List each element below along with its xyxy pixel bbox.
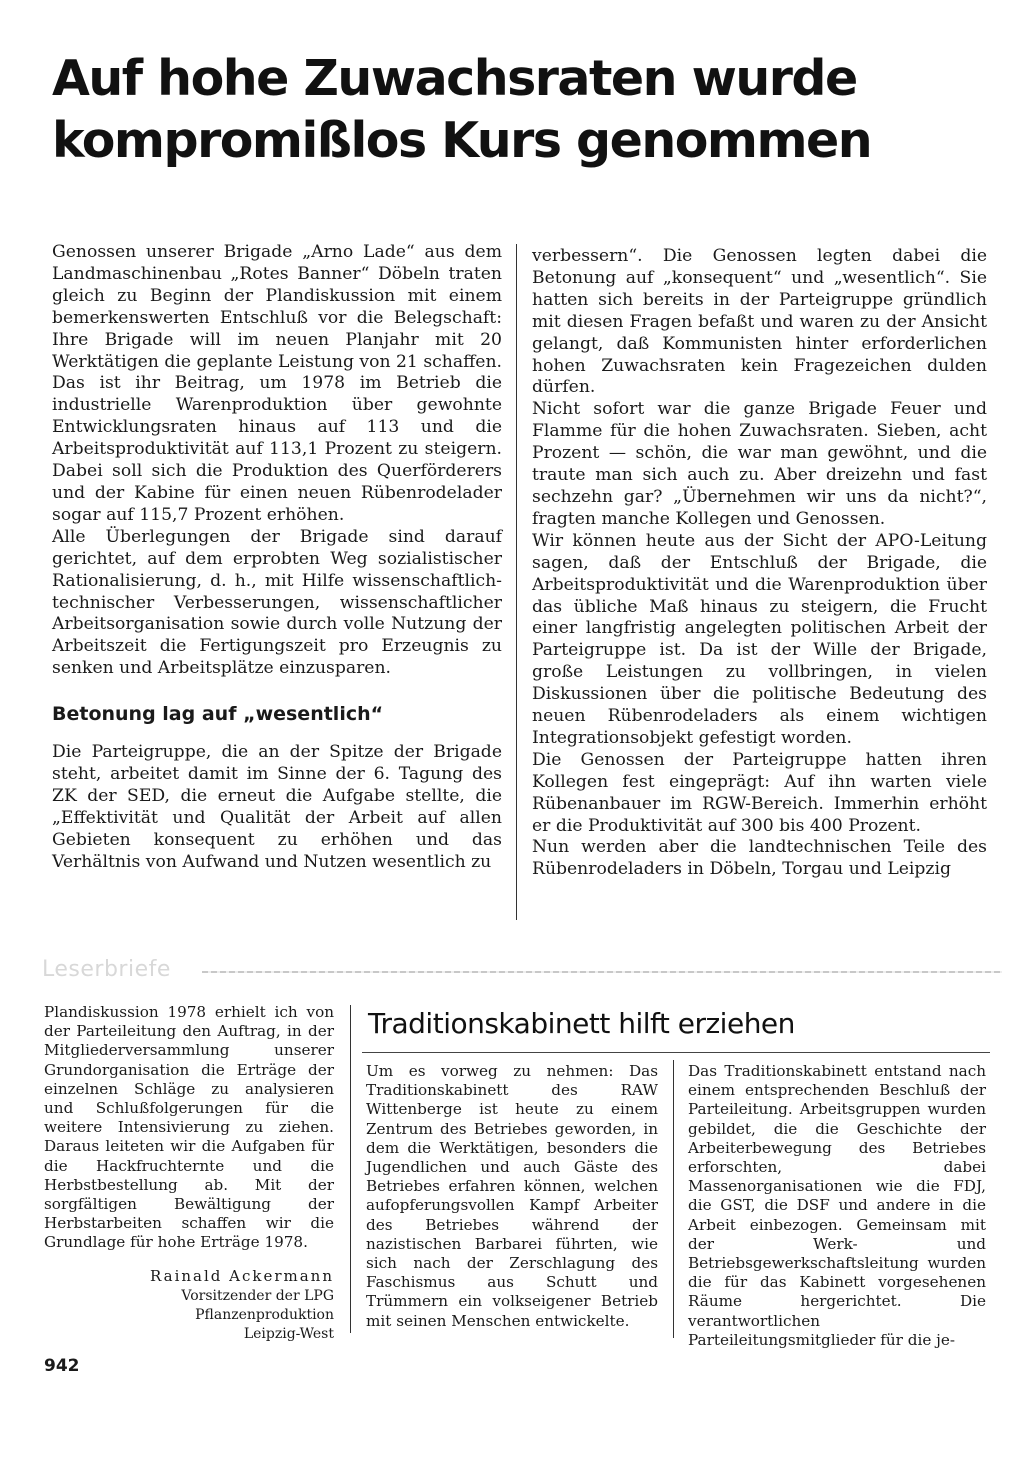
article-column-left (52, 242, 502, 874)
article-subheading: Betonung lag auf „wesentlich“ (52, 703, 384, 726)
page-number: 942 (44, 1356, 80, 1376)
box-rule (362, 1052, 990, 1053)
box-column-b (688, 1062, 986, 1350)
article-column-right (532, 246, 987, 881)
reader-letter (44, 1003, 334, 1343)
box-column-a (366, 1062, 658, 1331)
section-banner-rule (202, 971, 1002, 973)
paragraph: Die Parteigruppe, die an der Spitze der Brigade steht, arbeitet damit im Sinne der 6. Tagung des ZK der SED, die erneut die Aufgabe stellte, die „Effektivität und Qualität der Arbeit auf allen Gebieten konsequent zu erhöhen und das Verhältnis von Aufwand und Nutzen wesentlich zu (52, 742, 502, 872)
paragraph: Nun werden aber die landtechnischen Teile des Rübenrodeladers in Döbeln, Torgau und Leipzig (532, 837, 987, 880)
box-headline: Traditionskabinett hilft erziehen (368, 1007, 795, 1040)
paragraph: Die Genossen der Parteigruppe hatten ihren Kollegen fest eingeprägt: Auf ihn warten viele Rübenanbauer im RGW-Bereich. Immerhin erhöht er die Produktivität auf 300 bis 400 Prozent. (532, 749, 987, 836)
section-banner (42, 957, 1002, 985)
column-divider (516, 244, 517, 920)
section-banner-label: Leserbriefe (42, 957, 171, 982)
paragraph: Alle Überlegungen der Brigade sind darauf gerichtet, auf dem erprobten Weg sozialistischer Rationalisierung, d. h., mit Hilfe wissenschaftlich-technischer Verbesserungen, wissenschaftlicher Arbeitsorganisation sowie durch volle Nutzung der Arbeitszeit die Fertigungszeit pro Erzeugnis zu senken und Arbeitsplätze einzusparen. (52, 526, 502, 679)
letter-author: Rainald Ackermann (149, 1266, 334, 1285)
paragraph: Nicht sofort war die ganze Brigade Feuer und Flamme für die hohen Zuwachsraten. Sieben, acht Prozent — schön, die war man gewöhnt, und die traute man sich auch zu. Aber dreizehn und fast sechzehn gar? „Übernehmen wir uns da nicht?“, fragten manche Kollegen und Genossen. (532, 399, 987, 529)
paragraph: Wir können heute aus der Sicht der APO-Leitung sagen, daß der Entschluß der Brigade, die Arbeitsproduktivität und die Warenproduktion über das übliche Maß hinaus zu steigern, die Frucht einer langfristig angelegten politischen Arbeit der Parteigruppe ist. Da ist der Wille der Brigade, große Leistungen zu vollbringen, in vielen Diskussionen über die politische Bedeutung des neuen Rübenrodeladers als einem wichtigen Integrationsobjekt gefestigt worden. (532, 530, 987, 748)
letter-author-role: Leipzig-West (243, 1326, 334, 1343)
paragraph: verbessern“. Die Genossen legten dabei die Betonung auf „konsequent“ und „wesentlich“. Sie hatten sich bereits in der Parteigruppe gründlich mit diesen Fragen befaßt und waren zu der Ansicht gelangt, daß Kommunisten hinter erforderlichen hohen Zuwachsraten kein Fragezeichen dulden dürfen. (532, 246, 987, 398)
article-headline: Auf hohe Zuwachsraten wurde kompromißlos Kurs genommen (52, 50, 872, 169)
paragraph: Das ist ihr Beitrag, um 1978 im Betrieb die industrielle Warenproduktion über gewohnte Entwicklungsraten hinaus auf 113 und die Arbeitsproduktivität auf 113,1 Prozent zu steigern. Dabei soll sich die Produktion des Querförderers und der Kabine für einen neuen Rübenrodelader sogar auf 115,7 Prozent erhöhen. (52, 373, 502, 525)
paragraph: Das Traditionskabinett entstand nach einem entsprechenden Beschluß der Parteileitung. Arbeitsgruppen wurden gebildet, die die Geschichte der Arbeiterbewegung des Betriebes erforschten, dabei Massenorganisationen wie die FDJ, die GST, die DSF und andere in die Arbeit einbezogen. Gemeinsam mit der Werk- und Betriebsgewerkschaftsleitung wurden die für das Kabinett vorgesehenen Räume hergerichtet. Die verantwortlichen Parteileitungsmitglieder für die je- (688, 1062, 986, 1349)
letter-author-role: Vorsitzender der LPG (181, 1287, 334, 1304)
paragraph: Genossen unserer Brigade „Arno Lade“ aus dem Landmaschinenbau „Rotes Banner“ Döbeln traten gleich zu Beginn der Plandiskussion mit einem bemerkenswerten Entschluß vor die Belegschaft: Ihre Brigade will im neuen Planjahr mit 20 Werktätigen die geplante Leistung von 21 schaffen. (52, 242, 503, 372)
box-column-divider (673, 1060, 674, 1338)
letter-body: Plandiskussion 1978 erhielt ich von der Parteileitung den Auftrag, in der Mitgliederversammlung unserer Grundorganisation die Erträge der einzelnen Schläge zu analysieren und Schlußfolgerungen für die weitere Intensivierung zu ziehen. Daraus leiteten wir die Aufgaben für die Hackfruchternte und die Herbstbestellung ab. Mit der sorgfältigen Bewältigung der Herbstarbeiten schaffen wir die Grundlage für hohe Erträge 1978. (44, 1003, 334, 1252)
letter-divider (350, 1005, 351, 1333)
paragraph: Um es vorweg zu nehmen: Das Traditionskabinett des RAW Wittenberge ist heute zu einem Zentrum des Betriebes geworden, in dem die Werktätigen, besonders die Jugendlichen und auch Gäste des Betriebes erfahren können, welchen aufopferungsvollen Kampf Arbeiter des Betriebes während der nazistischen Barbarei führten, wie sich nach der Zerschlagung des Faschismus aus Schutt und Trümmern ein volkseigener Betrieb mit seinen Menschen entwickelte. (366, 1062, 658, 1330)
letter-signature (44, 1267, 334, 1344)
letter-author-role: Pflanzenproduktion (195, 1307, 334, 1324)
